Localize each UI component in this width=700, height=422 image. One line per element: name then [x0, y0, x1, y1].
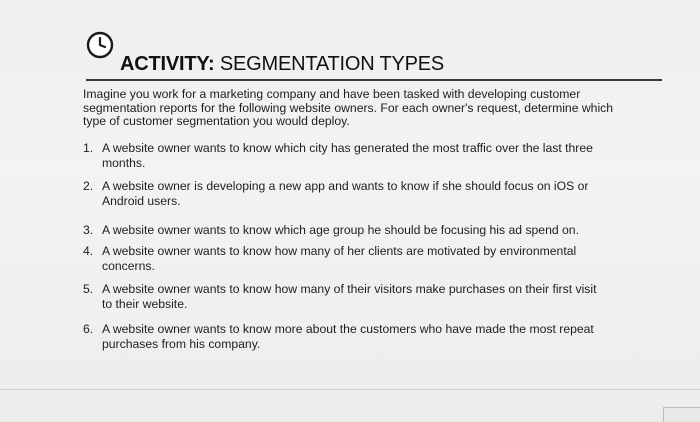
- item-text: [102, 322, 672, 352]
- item-line: A website owner wants to know how many of their visitors make purchases on their first visit: [102, 282, 597, 296]
- clock-icon: [86, 31, 114, 59]
- title-bold: ACTIVITY:: [120, 53, 215, 75]
- item-line: months.: [102, 156, 146, 170]
- title-rest: SEGMENTATION TYPES: [214, 53, 445, 75]
- item-line: A website owner wants to know more about the customers who have made the most repeat: [102, 322, 594, 336]
- item-line: to their website.: [102, 297, 188, 311]
- item-line: purchases from his company.: [102, 337, 261, 351]
- item-text: [102, 141, 672, 171]
- item-line: concerns.: [102, 259, 155, 273]
- page-bottom-divider: [0, 389, 700, 390]
- item-line: A website owner wants to know how many of her clients are motivated by environmental: [102, 244, 577, 258]
- corner-control: [663, 407, 700, 422]
- intro-line: type of customer segmentation you would deploy.: [83, 114, 350, 128]
- item-line: A website owner wants to know which city has generated the most traffic over the last three: [102, 141, 593, 155]
- item-text: [102, 282, 672, 312]
- item-line: Android users.: [102, 194, 181, 208]
- intro-paragraph: [83, 88, 673, 129]
- page-title: [120, 52, 444, 76]
- item-line: A website owner is developing a new app and wants to know if she should focus on iOS or: [102, 179, 589, 193]
- item-number: 4.: [83, 244, 94, 258]
- item-text: [102, 223, 672, 238]
- activity-header: [86, 30, 662, 80]
- item-number: 6.: [83, 322, 94, 336]
- intro-line: segmentation reports for the following website owners. For each owner's request, determine which: [83, 100, 614, 115]
- item-number: 5.: [83, 282, 94, 296]
- intro-line: Imagine you work for a marketing company and have been tasked with developing customer: [83, 87, 581, 101]
- header-divider: [86, 79, 662, 81]
- item-text: [102, 179, 672, 209]
- item-number: 1.: [83, 141, 94, 155]
- item-line: A website owner wants to know which age group he should be focusing his ad spend on.: [102, 223, 579, 237]
- item-number: 2.: [83, 179, 94, 193]
- item-number: 3.: [83, 223, 94, 237]
- item-text: [102, 244, 672, 274]
